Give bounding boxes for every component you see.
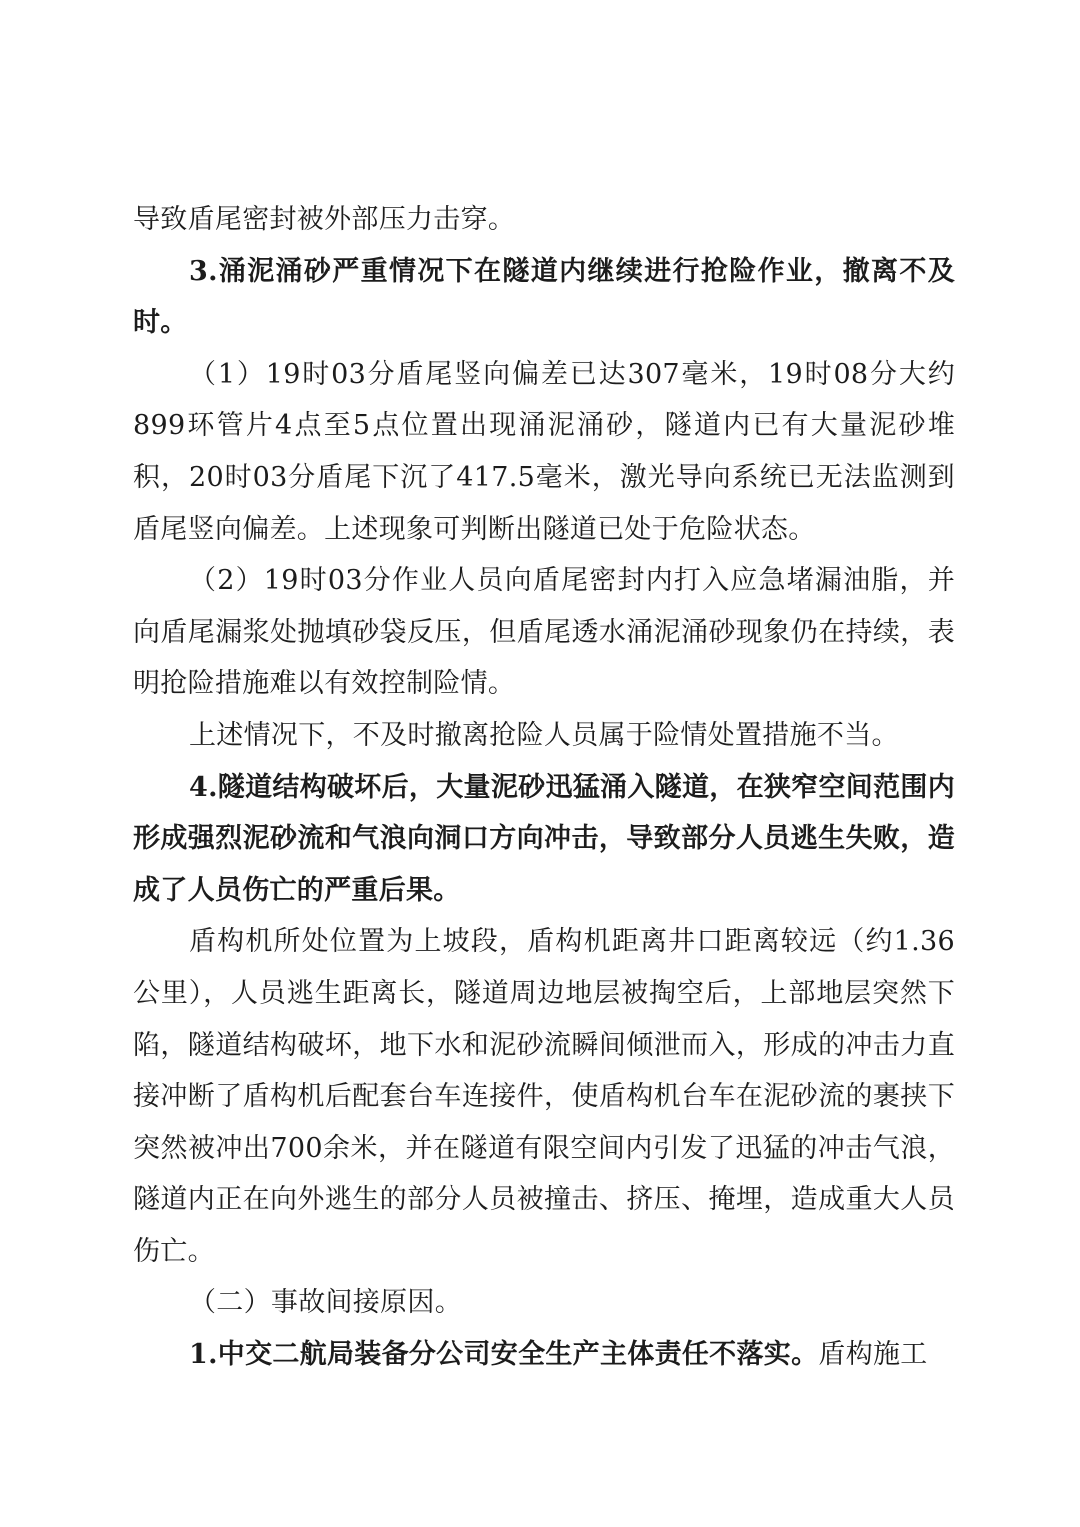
indirect-cause-1-title: 1.中交二航局装备分公司安全生产主体责任不落实。 [189, 1339, 819, 1371]
paragraph-summary: 上述情况下，不及时撤离抢险人员属于险情处置措施不当。 [189, 719, 899, 751]
indirect-cause-1-text: 盾构施工 [818, 1339, 928, 1371]
paragraph-item-2: （2）19时03分作业人员向盾尾密封内打入应急堵漏油脂，并向盾尾漏浆处抛填砂袋反压，但盾尾透水涌泥涌砂现象仍在持续，表明抢险措施难以有效控制险情。 [133, 565, 955, 700]
heading-cause-3: 3.涌泥涌砂严重情况下在隧道内继续进行抢险作业，撤离不及时。 [133, 255, 955, 339]
paragraph-item-1: （1）19时03分盾尾竖向偏差已达307毫米，19时08分大约899环管片4点至5点位置出现涌泥涌砂，隧道内已有大量泥砂堆积，20时03分盾尾下沉了417.5毫米，激光导向系统已无法监测到盾尾竖向偏差。上述现象可判断出隧道已处于危险状态。 [133, 358, 955, 545]
paragraph-shield-machine: 盾构机所处位置为上坡段，盾构机距离井口距离较远（约1.36公里），人员逃生距离长，隧道周边地层被掏空后，上部地层突然下陷，隧道结构破坏，地下水和泥砂流瞬间倾泄而入，形成的冲击力直接冲断了盾构机后配套台车连接件，使盾构机台车在泥砂流的裹挟下突然被冲出700余米，并在隧道有限空间内引发了迅猛的冲击气浪，隧道内正在向外逃生的部分人员被撞击、挤压、掩埋，造成重大人员伤亡。 [133, 926, 955, 1267]
document-body [133, 194, 955, 1381]
heading-cause-4: 4.隧道结构破坏后，大量泥砂迅猛涌入隧道，在狭窄空间范围内形成强烈泥砂流和气浪向洞口方向冲击，导致部分人员逃生失败，造成了人员伤亡的严重后果。 [133, 771, 955, 906]
paragraph-continuation: 导致盾尾密封被外部压力击穿。 [133, 204, 516, 235]
paragraph-indirect-cause-1 [133, 1329, 955, 1381]
section-heading-indirect-causes: （二）事故间接原因。 [189, 1287, 462, 1319]
